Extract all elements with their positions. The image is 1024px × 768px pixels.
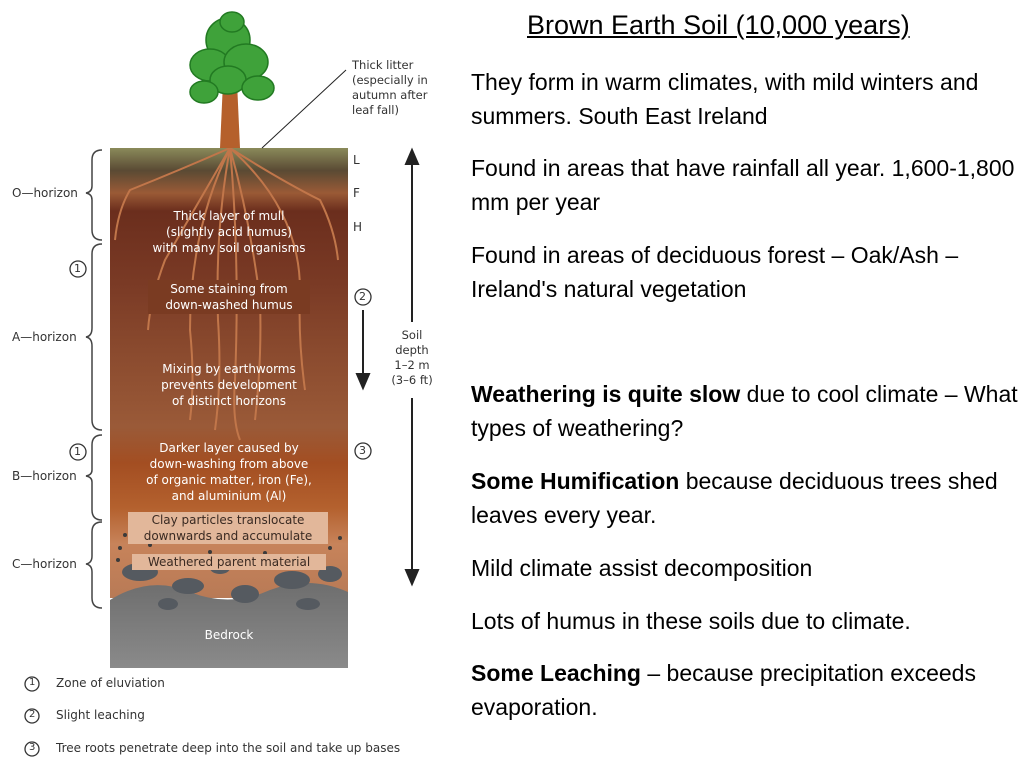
- c-horizon-label: C—horizon: [12, 557, 77, 571]
- b-horizon-label: B—horizon: [12, 469, 77, 483]
- sublayer-f: F: [353, 186, 360, 200]
- weathered-layer-text: Weathered parent material: [132, 554, 326, 570]
- mixing-layer-text: Mixing by earthworms prevents development of distinct horizons: [161, 362, 297, 408]
- marker-one-b: 1: [74, 445, 81, 458]
- soil-depth-label: Soil depth 1–2 m (3–6 ft): [391, 328, 433, 387]
- sublayer-l: L: [353, 153, 360, 167]
- horizon-braces: [86, 150, 102, 608]
- litter-note: Thick litter (especially in autumn after leaf fall): [352, 58, 428, 117]
- paragraph-humus: Lots of humus in these soils due to climate.: [471, 608, 911, 634]
- staining-layer-text: Some staining from down-washed humus: [148, 280, 310, 314]
- key-text-3: Tree roots penetrate deep into the soil and take up bases: [56, 741, 401, 755]
- paragraph-climate: They form in warm climates, with mild winters and summers. South East Ireland: [471, 69, 979, 129]
- marker-three: 3: [359, 444, 366, 457]
- tree-foliage: [190, 12, 274, 103]
- slide-title: Brown Earth Soil (10,000 years): [527, 10, 910, 40]
- darker-layer-text: Darker layer caused by down-washing from above of organic matter, iron (Fe), and aluminium (Al): [146, 441, 312, 503]
- key-text-1: Zone of eluviation: [56, 676, 165, 690]
- paragraph-humification: [471, 464, 1019, 532]
- key-num-2: 2: [29, 709, 36, 720]
- o-horizon-label: O—horizon: [12, 186, 78, 200]
- humification-rest: because deciduous trees shed leaves every year.: [471, 468, 998, 528]
- paragraph-decomposition: Mild climate assist decomposition: [471, 555, 813, 581]
- soil-profile-figure: [0, 0, 460, 768]
- litter-pointer-line: [262, 70, 346, 148]
- marker-one-a: 1: [74, 262, 81, 275]
- weathering-bold: Weathering is quite slow: [471, 381, 741, 407]
- clay-layer-text: Clay particles translocate downwards and accumulate: [128, 512, 328, 544]
- paragraph-weathering: [471, 377, 1019, 445]
- sublayer-h: H: [353, 220, 363, 234]
- leaching-rest: – because precipitation exceeds evaporation.: [471, 660, 976, 720]
- key-num-1: 1: [29, 677, 36, 688]
- humus-layer-text: Thick layer of mull (slightly acid humus) with many soil organisms: [152, 209, 306, 255]
- humification-bold: Some Humification: [471, 468, 680, 494]
- weathering-rest: due to cool climate – What types of weathering?: [471, 381, 1018, 441]
- key-text-2: Slight leaching: [56, 708, 145, 722]
- leaching-bold: Some Leaching: [471, 660, 641, 686]
- paragraph-rainfall: Found in areas that have rainfall all year. 1,600-1,800 mm per year: [471, 155, 1015, 215]
- paragraph-vegetation: Found in areas of deciduous forest – Oak/Ash – Ireland's natural vegetation: [471, 242, 959, 302]
- bedrock-text: Bedrock: [204, 628, 254, 642]
- paragraph-leaching: [471, 656, 1019, 724]
- marker-two: 2: [359, 290, 366, 303]
- key-num-3: 3: [29, 742, 36, 753]
- a-horizon-label: A—horizon: [12, 330, 77, 344]
